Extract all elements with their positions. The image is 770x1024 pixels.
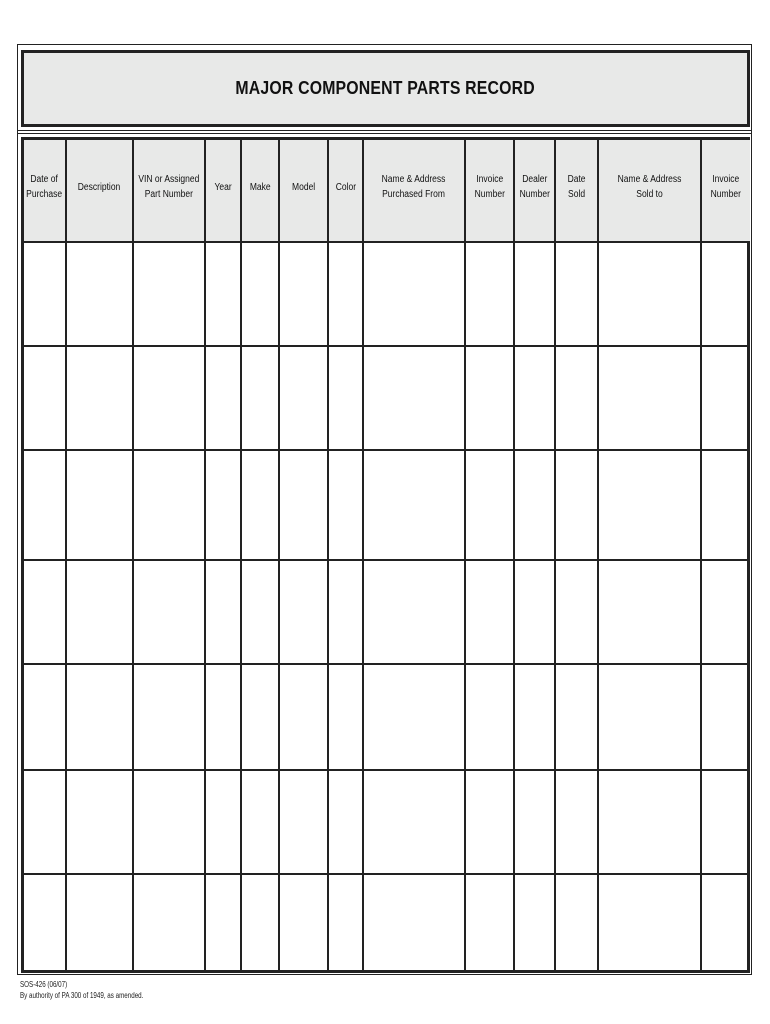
title-divider [17,130,752,131]
column-header-line2: Purchase [26,189,63,200]
entry-cell[interactable] [515,771,556,875]
column-header [206,140,242,243]
entry-cell[interactable] [702,771,750,875]
entry-cell[interactable] [280,243,329,347]
entry-cell[interactable] [206,771,242,875]
entry-cell[interactable] [702,875,750,973]
form-title: MAJOR COMPONENT PARTS RECORD [235,78,536,98]
entry-cell[interactable] [556,561,599,665]
entry-cell[interactable] [67,875,134,973]
entry-cell[interactable] [24,561,67,665]
column-header [67,140,134,243]
entry-cell[interactable] [364,347,466,451]
column-header-line2: Sold to [636,189,663,200]
entry-cell[interactable] [364,875,466,973]
entry-cell[interactable] [702,451,750,561]
column-header [515,140,556,243]
entry-cell[interactable] [242,561,280,665]
column-header-label [78,180,121,195]
entry-cell[interactable] [24,347,67,451]
entry-cell[interactable] [280,347,329,451]
entry-cell[interactable] [599,665,702,771]
column-header-line2: Purchased From [382,189,446,200]
form-code: SOS-426 (06/07) [20,980,68,989]
column-header-line1: Year [214,182,232,193]
column-header [599,140,702,243]
entry-cell[interactable] [599,561,702,665]
entry-cell[interactable] [364,665,466,771]
column-header-line1: Invoice [476,174,503,185]
entry-cell[interactable] [242,771,280,875]
entry-cell[interactable] [67,665,134,771]
column-header-line2: Number [519,189,550,200]
entry-cell[interactable] [206,243,242,347]
column-header-label [474,172,504,202]
entry-cell[interactable] [599,771,702,875]
entry-cell[interactable] [242,347,280,451]
column-header-label [568,172,586,202]
column-header-label [139,172,200,202]
entry-cell[interactable] [702,561,750,665]
entry-cell[interactable] [702,347,750,451]
entry-cell[interactable] [134,347,206,451]
column-header [280,140,329,243]
entry-cell[interactable] [702,243,750,347]
column-header [329,140,364,243]
column-header-line2: Sold [567,189,585,200]
entry-cell[interactable] [242,243,280,347]
entry-cell[interactable] [67,243,134,347]
entry-cell[interactable] [364,243,466,347]
column-header-label [27,172,63,202]
entry-cell[interactable] [466,771,515,875]
column-header [134,140,206,243]
entry-cell[interactable] [466,243,515,347]
entry-cell[interactable] [364,561,466,665]
column-header-line1: VIN or Assigned [138,174,200,185]
entry-cell[interactable] [67,771,134,875]
column-header-label [618,172,682,202]
entry-cell[interactable] [280,771,329,875]
column-header-label [214,180,231,195]
column-header-line2: Part Number [144,189,194,200]
column-header-line2: Number [474,189,505,200]
column-header [702,140,750,243]
entry-cell[interactable] [515,875,556,973]
column-header-line2: Number [710,189,742,200]
entry-cell[interactable] [556,243,599,347]
entry-cell[interactable] [134,561,206,665]
entry-cell[interactable] [515,243,556,347]
entry-cell[interactable] [24,771,67,875]
form-footer [20,979,178,1001]
entry-cell[interactable] [24,243,67,347]
column-header [556,140,599,243]
entry-cell[interactable] [515,665,556,771]
entry-cell[interactable] [599,451,702,561]
entry-cell[interactable] [206,347,242,451]
entry-cell[interactable] [599,347,702,451]
entry-cell[interactable] [280,875,329,973]
column-header-line1: Date [567,174,586,185]
entry-cell[interactable] [556,665,599,771]
entry-cell[interactable] [24,875,67,973]
entry-cell[interactable] [515,451,556,561]
authority-note: By authority of PA 300 of 1949, as amended. [20,991,144,1000]
entry-cell[interactable] [515,561,556,665]
column-header-line1: Invoice [712,174,740,185]
column-header [364,140,466,243]
column-header-label [250,180,271,195]
form-title-box [21,50,750,127]
entry-cell[interactable] [242,875,280,973]
column-header-line1: Date of [30,174,59,185]
entry-cell[interactable] [134,665,206,771]
entry-cell[interactable] [206,561,242,665]
entry-cell[interactable] [329,875,364,973]
entry-cell[interactable] [466,561,515,665]
column-header-label [519,172,549,202]
column-header-label [292,180,315,195]
entry-cell[interactable] [134,243,206,347]
entry-cell[interactable] [329,561,364,665]
entry-cell[interactable] [515,347,556,451]
title-divider-secondary [17,133,752,134]
entry-cell[interactable] [556,875,599,973]
column-header-line1: Color [335,182,356,193]
column-header-label [382,172,446,202]
column-header [242,140,280,243]
entry-cell[interactable] [556,451,599,561]
parts-record-table [21,137,750,973]
column-header-line1: Name & Address [617,174,682,185]
entry-cell[interactable] [134,875,206,973]
entry-cell[interactable] [466,451,515,561]
column-header-label [335,180,355,195]
entry-cell[interactable] [24,451,67,561]
entry-cell[interactable] [24,665,67,771]
entry-cell[interactable] [364,451,466,561]
entry-cell[interactable] [134,771,206,875]
column-header [466,140,515,243]
column-header-line1: Dealer [521,174,548,185]
entry-cell[interactable] [329,771,364,875]
column-header-label [711,172,741,202]
entry-cell[interactable] [280,561,329,665]
column-header-line1: Name & Address [382,174,446,185]
column-header-line1: Model [291,182,316,193]
column-header [24,140,67,243]
entry-cell[interactable] [466,347,515,451]
entry-cell[interactable] [599,243,702,347]
entry-cell[interactable] [329,665,364,771]
column-header-line1: Description [78,182,121,193]
entry-cell[interactable] [556,771,599,875]
entry-cell[interactable] [329,243,364,347]
entry-cell[interactable] [67,561,134,665]
entry-cell[interactable] [67,347,134,451]
entry-cell[interactable] [702,665,750,771]
entry-cell[interactable] [134,451,206,561]
entry-cell[interactable] [364,771,466,875]
entry-cell[interactable] [466,665,515,771]
entry-cell[interactable] [206,665,242,771]
entry-cell[interactable] [329,451,364,561]
column-header-line1: Make [249,182,271,193]
entry-cell[interactable] [329,347,364,451]
entry-cell[interactable] [599,875,702,973]
entry-cell[interactable] [206,451,242,561]
entry-cell[interactable] [67,451,134,561]
entry-cell[interactable] [242,451,280,561]
entry-cell[interactable] [280,665,329,771]
entry-cell[interactable] [206,875,242,973]
entry-cell[interactable] [466,875,515,973]
entry-cell[interactable] [280,451,329,561]
entry-cell[interactable] [242,665,280,771]
entry-cell[interactable] [556,347,599,451]
